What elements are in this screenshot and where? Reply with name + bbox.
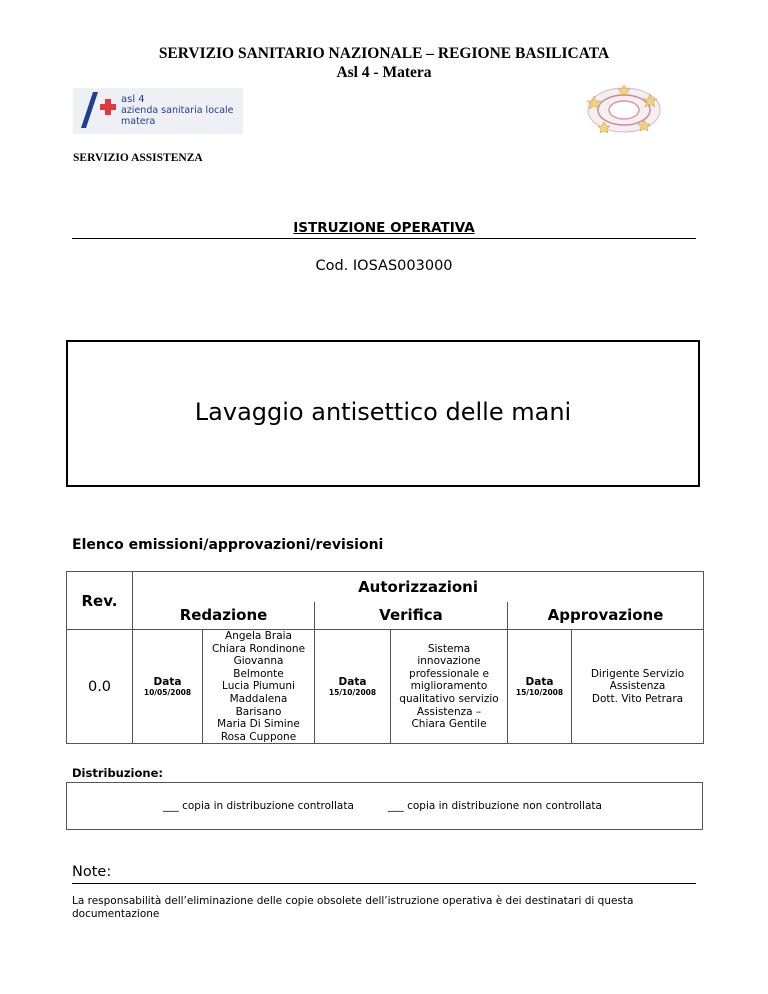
distribution-label: Distribuzione: <box>72 766 163 780</box>
document-code: Cod. IOSAS003000 <box>315 258 453 274</box>
verifica-date-cell <box>315 630 391 744</box>
data-label: Data <box>338 676 367 689</box>
document-type: ISTRUZIONE OPERATIVA <box>293 220 475 236</box>
star-emblem-icon <box>584 84 664 136</box>
copy-uncontrolled: ___ copia in distribuzione non controllata <box>388 800 602 812</box>
rev-value: 0.0 <box>67 630 133 744</box>
quality-emblem <box>584 84 664 136</box>
document-title: Lavaggio antisettico delle mani <box>194 398 572 426</box>
person: Angela Braia <box>225 630 292 642</box>
service-name: SERVIZIO ASSISTENZA <box>73 152 203 164</box>
person: Barisano <box>235 705 282 718</box>
approvazione-line: Dirigente Servizio <box>590 667 685 680</box>
person: Belmonte <box>233 667 284 680</box>
divider <box>72 883 696 884</box>
redazione-date-cell <box>133 630 203 744</box>
redazione-header: Redazione <box>133 602 315 630</box>
verifica-line: professionale e <box>409 667 489 680</box>
asl-logo-text-2: azienda sanitaria locale <box>121 105 234 116</box>
asl-logo-mark-icon <box>73 88 243 134</box>
asl-logo-text-3: matera <box>121 116 156 127</box>
verifica-date: 15/10/2008 <box>328 688 377 698</box>
authorizations-header: Autorizzazioni <box>133 572 704 602</box>
verifica-line: qualitativo servizio <box>399 692 499 705</box>
divider <box>72 238 696 239</box>
approvazione-line: Assistenza <box>609 680 666 693</box>
approvazione-date-cell <box>508 630 572 744</box>
verifica-header: Verifica <box>315 602 508 630</box>
copy-controlled: ___ copia in distribuzione controllata <box>163 800 354 812</box>
verifica-line: miglioramento <box>410 680 488 693</box>
data-label: Data <box>525 676 554 689</box>
verifica-line: Chiara Gentile <box>411 718 487 731</box>
approvazione-people <box>572 630 704 744</box>
person: Maddalena <box>229 692 288 705</box>
approvazione-date: 15/10/2008 <box>515 688 564 698</box>
verifica-line: innovazione <box>417 655 481 668</box>
data-label: Data <box>153 676 182 689</box>
revisions-heading: Elenco emissioni/approvazioni/revisioni <box>72 537 384 553</box>
person: Rosa Cuppone <box>220 730 297 743</box>
note-text: La responsabilità dell’eliminazione delle copie obsolete dell’istruzione operativa è dei destinatari di questa documentazione <box>72 895 634 920</box>
note-label: Note: <box>72 864 112 880</box>
distribution-box <box>66 782 703 830</box>
revisions-table <box>66 571 704 744</box>
person: Chiara Rondinone <box>211 642 306 655</box>
approvazione-header: Approvazione <box>508 602 704 630</box>
person: Maria Di Simine <box>217 718 300 731</box>
rev-header: Rev. <box>67 572 133 630</box>
header-line-1: SERVIZIO SANITARIO NAZIONALE – REGIONE BASILICATA <box>158 45 610 62</box>
redazione-date: 10/05/2008 <box>143 688 192 698</box>
redazione-people <box>203 630 315 744</box>
person: Giovanna <box>233 655 284 668</box>
title-box <box>66 340 700 487</box>
asl-logo <box>73 88 243 134</box>
person: Lucia Piumuni <box>222 680 295 693</box>
verifica-line: Assistenza – <box>416 705 482 718</box>
asl-logo-text-1: asl 4 <box>121 94 145 105</box>
header-line-2: Asl 4 - Matera <box>336 64 432 81</box>
verifica-people <box>391 630 508 744</box>
approvazione-line: Dott. Vito Petrara <box>591 692 684 705</box>
verifica-line: Sistema <box>427 642 471 655</box>
